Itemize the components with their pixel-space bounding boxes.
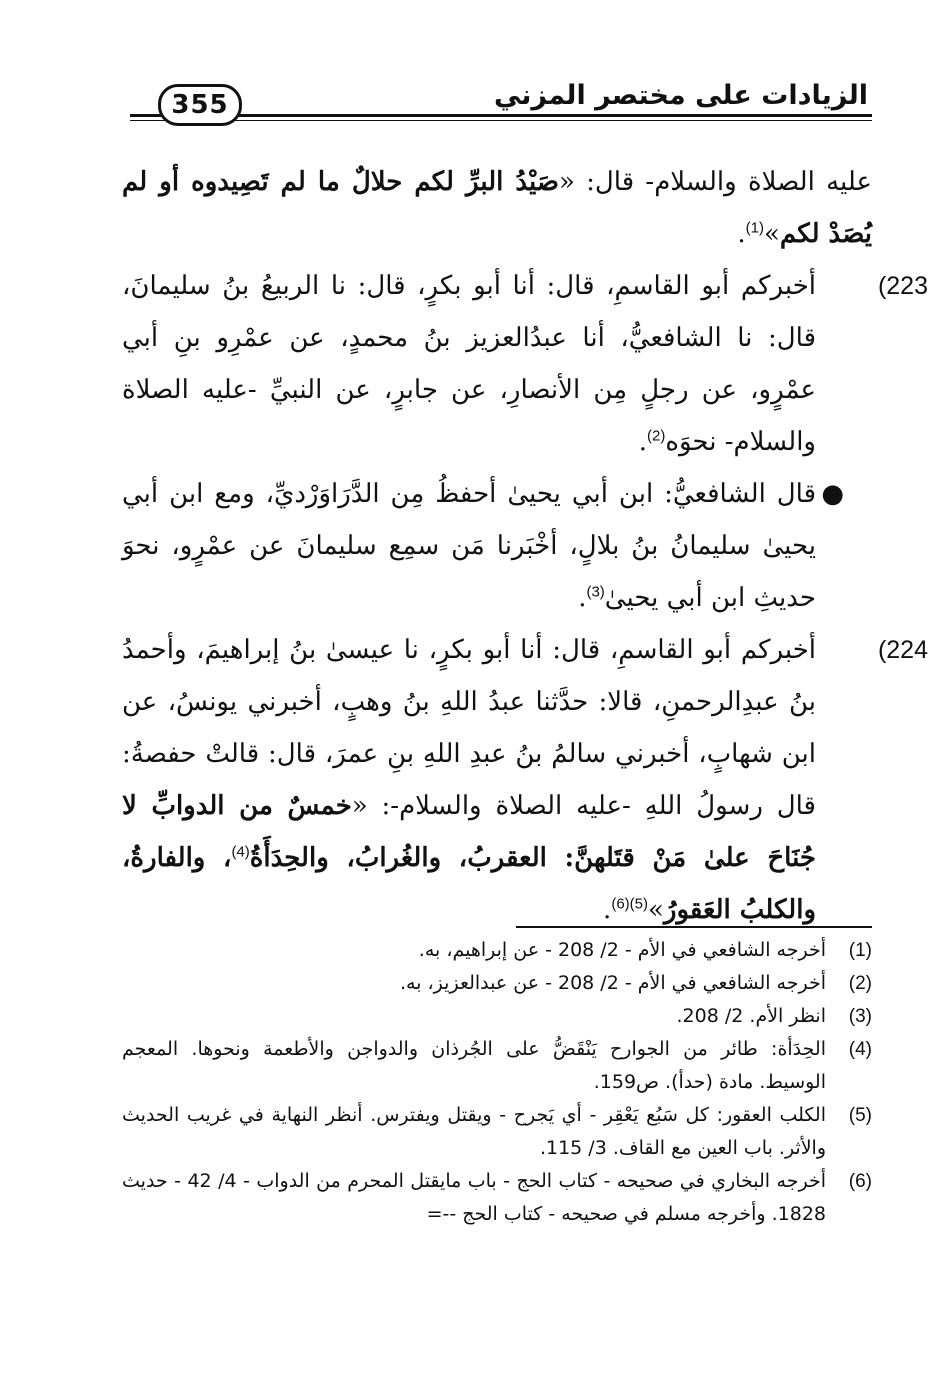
footnote-item bbox=[122, 1000, 872, 1033]
page-number: 355 bbox=[158, 84, 242, 126]
footnote-ref: (1) bbox=[745, 219, 764, 237]
comment-text: قال الشافعيُّ: ابن أبي يحيىٰ أحفظُ مِن الدَّرَاوَرْديِّ، ومع ابن أبي يحيىٰ سليمانُ بنُ بلالٍ، أخْبَرنا مَن سمِع سليمانَ عن عمْرٍو، نحوَ حديثِ ابن أبي يحيىٰ bbox=[122, 479, 816, 613]
text-span: . bbox=[737, 219, 746, 249]
text-span: . bbox=[603, 895, 612, 925]
footnote-item bbox=[122, 967, 872, 1000]
footnote-text: انظر الأم. 2/ 208. bbox=[676, 1005, 826, 1027]
text-span: » bbox=[764, 219, 780, 249]
hadith-text: أخبركم أبو القاسمِ، قال: أنا أبو بكرٍ، قال: نا الربيعُ بنُ سليمانَ، قال: نا الشافعيُّ، أنا عبدُالعزيز بنُ محمدٍ، عن عمْرِو بنِ أبي عمْرٍو، عن رجلٍ مِن الأنصارِ، عن جابرٍ، عن النبيِّ -عليه الصلاة والسلام- نحوَه bbox=[122, 271, 816, 457]
main-text bbox=[122, 156, 928, 936]
hadith-224 bbox=[122, 624, 928, 936]
shafii-comment bbox=[122, 468, 872, 624]
running-title: الزيادات على مختصر المزني bbox=[486, 80, 868, 111]
paragraph-continuation bbox=[122, 156, 872, 260]
footnote-text: الحِدَأة: طائر من الجوارح يَنْقَضُّ على الجُرذان والدواجن والأطعمة ونحوها. المعجم الوسيط. مادة (حدأ). ص159. bbox=[122, 1038, 826, 1093]
header-rule-thin bbox=[130, 120, 872, 121]
hadith-number: 224) bbox=[877, 636, 928, 664]
text-span: . bbox=[578, 583, 587, 613]
footnote-ref: (5)(6) bbox=[611, 895, 648, 913]
bullet-icon: ● bbox=[821, 479, 844, 509]
footnote-item bbox=[122, 934, 872, 967]
footnotes bbox=[122, 934, 872, 1231]
hadith-quote: ، والفارةُ، والكلبُ العَقورُ bbox=[122, 843, 816, 925]
footnote-separator bbox=[516, 926, 872, 928]
hadith-number: 223) bbox=[877, 272, 928, 300]
footnote-number: (3) bbox=[848, 1006, 872, 1027]
footnote-text: أخرجه البخاري في صحيحه - كتاب الحج - باب مايقتل المحرم من الدواب - 4/ 42 - حديث 1828. وأخرجه مسلم في صحيحه - كتاب الحج --= bbox=[122, 1170, 826, 1225]
footnote-number: (5) bbox=[848, 1105, 872, 1126]
footnote-number: (6) bbox=[848, 1171, 872, 1192]
page-header bbox=[130, 78, 872, 128]
footnote-ref: (2) bbox=[647, 427, 666, 445]
footnote-number: (4) bbox=[848, 1039, 872, 1060]
hadith-quote: خمسٌ من الدوابِّ لا جُنَاحَ علىٰ مَنْ قتَلهنَّ: العقربُ، والغُرابُ، والحِدَأَةُ bbox=[122, 791, 816, 873]
hadith-223 bbox=[122, 260, 928, 468]
footnote-item bbox=[122, 1033, 872, 1099]
text-span: عليه الصلاة والسلام- قال: « bbox=[558, 167, 872, 197]
footnote-text: أخرجه الشافعي في الأم - 2/ 208 - عن إبراهيم، به. bbox=[418, 939, 826, 961]
footnote-item bbox=[122, 1099, 872, 1165]
footnote-number: (1) bbox=[848, 940, 872, 961]
hadith-quote: صَيْدُ البرِّ لكم حلالٌ ما لم تَصِيدوه أو لم يُصَدْ لكم bbox=[122, 167, 872, 249]
hadith-text: أخبركم أبو القاسمِ، قال: أنا أبو بكرٍ، نا عيسىٰ بنُ إبراهيمَ، وأحمدُ بنُ عبدِالرحمنِ، قالا: حدَّثنا عبدُ اللهِ بنُ وهبٍ، أخبرني يونسُ، عن ابن شهابٍ، أخبرني سالمُ بنُ عبدِ اللهِ بنِ عمرَ، قال: قالتْ حفصةُ: قال رسولُ اللهِ -عليه الصلاة والسلام-: « bbox=[122, 635, 816, 821]
footnote-number: (2) bbox=[848, 973, 872, 994]
footnote-item bbox=[122, 1165, 872, 1231]
footnote-ref: (4) bbox=[231, 843, 250, 861]
footnote-text: أخرجه الشافعي في الأم - 2/ 208 - عن عبدالعزيز، به. bbox=[400, 972, 826, 994]
header-rule-thick bbox=[130, 114, 872, 117]
text-span: » bbox=[648, 895, 664, 925]
footnote-text: الكلب العقور: كل سَبُع يَعْقِر - أي يَجرح - ويقتل ويفترس. أنظر النهاية في غريب الحديث والأثر. باب العين مع القاف. 3/ 115. bbox=[122, 1104, 826, 1159]
text-span: . bbox=[638, 427, 648, 457]
footnote-ref: (3) bbox=[586, 583, 605, 601]
